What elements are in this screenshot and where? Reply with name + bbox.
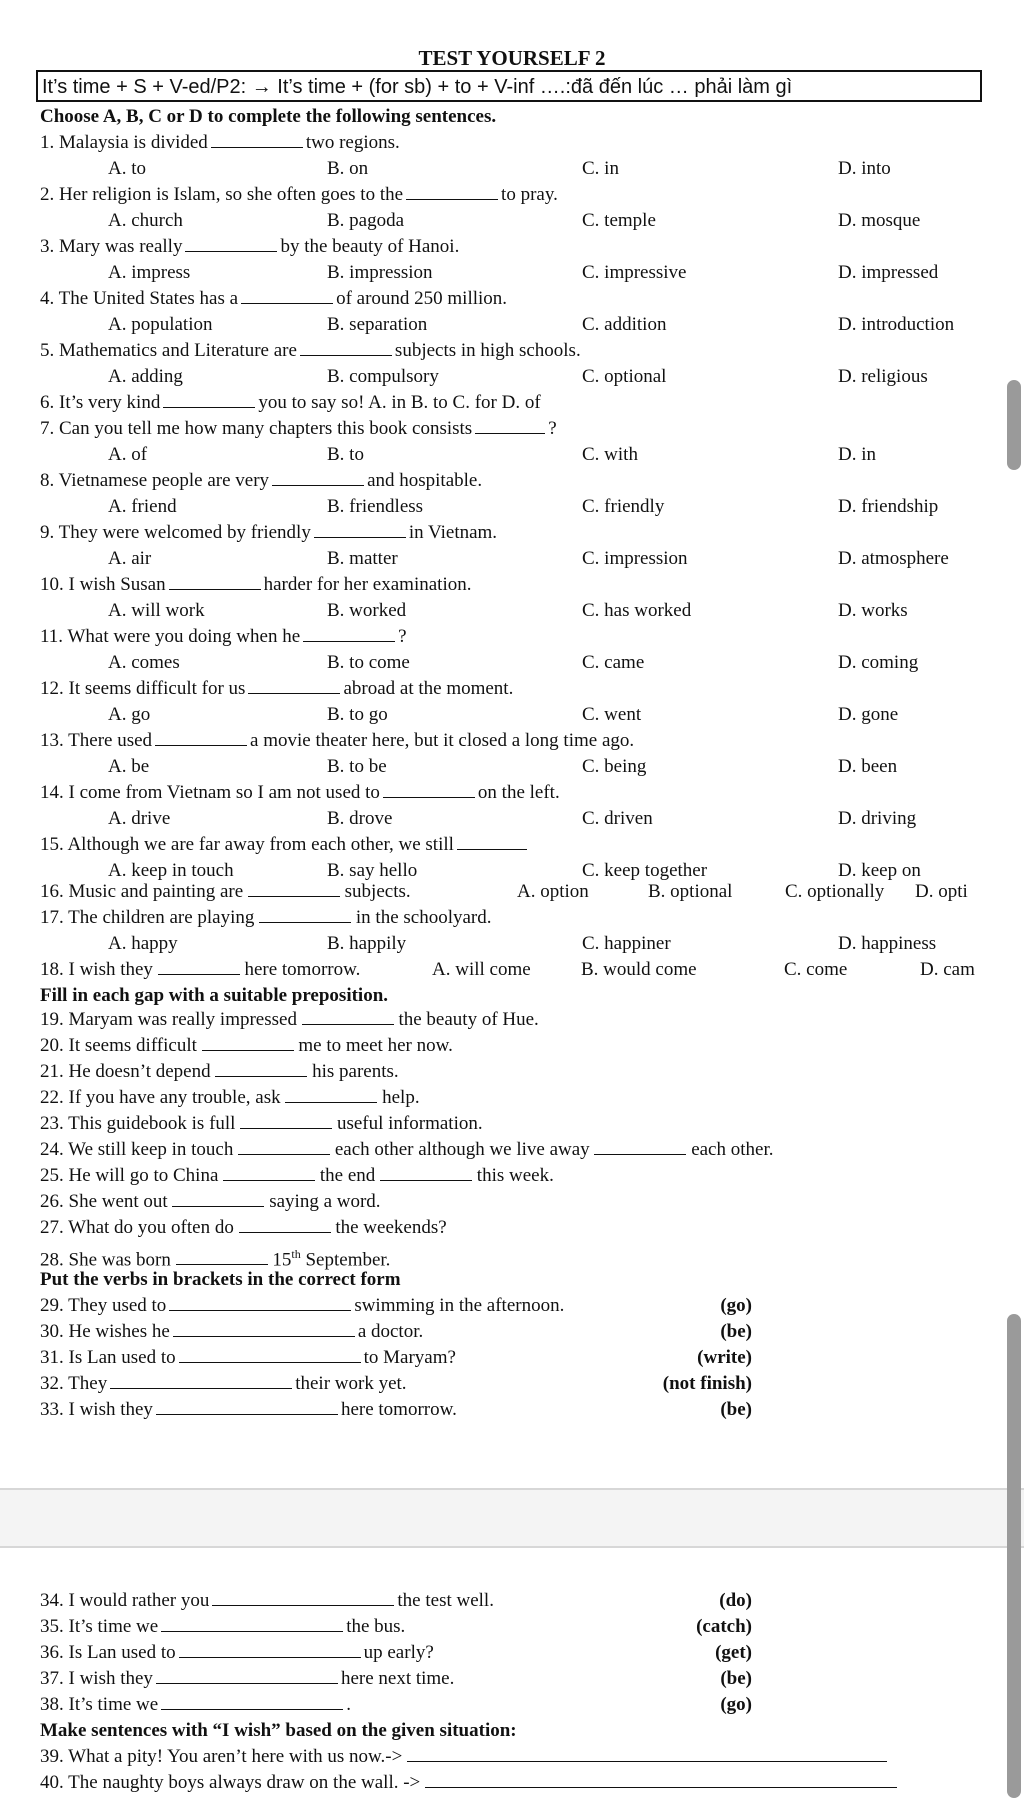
option-b[interactable]: B. friendless [327,496,424,517]
answer-blank[interactable] [259,908,351,923]
verb-hint: (get) [715,1642,752,1663]
question-38 [40,1694,351,1716]
question-text: 24. We still keep in touch [40,1139,234,1160]
option-a[interactable]: A. option [517,881,589,902]
verb-hint: (be) [720,1321,752,1342]
question-39 [40,1746,887,1768]
question-text-end: in the schoolyard. [355,907,492,928]
question-text: 1. Malaysia is divided [40,132,208,153]
answer-blank[interactable] [223,1166,315,1181]
question-text: 22. If you have any trouble, ask [40,1087,281,1108]
answer-line[interactable] [425,1773,897,1788]
question-text: 16. Music and painting are [40,881,244,902]
question-text: 15. Although we are far away from each other, we still [40,834,454,855]
question-3 [40,236,459,258]
answer-line[interactable] [407,1747,887,1762]
question-text: 13. There used [40,730,153,751]
question-text: 2. Her religion is Islam, so she often goes to the [40,184,404,205]
option-c[interactable]: C. being [582,756,647,777]
question-text-end: a doctor. [357,1321,424,1342]
answer-blank[interactable] [176,1250,268,1265]
option-d[interactable]: D. happiness [838,933,937,954]
option-a[interactable]: A. will come [432,959,531,980]
answer-blank[interactable] [185,237,277,252]
question-10 [40,574,471,596]
answer-blank[interactable] [212,1591,394,1606]
question-text: 12. It seems difficult for us [40,678,246,699]
answer-blank[interactable] [161,1617,343,1632]
answer-blank[interactable] [173,1322,355,1337]
section-instruction-verbs: Put the verbs in brackets in the correct form [40,1269,401,1290]
answer-blank[interactable] [248,679,340,694]
question-11 [40,626,407,648]
verb-hint: (write) [697,1347,752,1368]
option-b[interactable]: B. separation [327,314,428,335]
question-5 [40,340,581,362]
answer-blank[interactable] [215,1062,307,1077]
option-a[interactable]: A. happy [108,933,178,954]
question-23 [40,1113,483,1135]
verb-hint: (go) [720,1295,752,1316]
option-c[interactable]: C. temple [582,210,656,231]
option-d[interactable]: D. keep on [838,860,921,881]
question-text-end: a movie theater here, but it closed a long time ago. [250,730,635,751]
option-b[interactable]: B. impression [327,262,433,283]
answer-blank[interactable] [202,1036,294,1051]
verb-hint: (go) [720,1694,752,1715]
question-text: 37. I wish they [40,1668,153,1689]
option-d[interactable]: D. driving [838,808,917,829]
option-c[interactable]: C. came [582,652,645,673]
question-text-end: subjects. [344,881,411,902]
answer-blank[interactable] [241,289,333,304]
option-b[interactable]: B. matter [327,548,398,569]
scrollbar-thumb-lower[interactable] [1007,1314,1021,1798]
formula-box [36,70,982,102]
question-text: 29. They used to [40,1295,167,1316]
question-text-end: by the beauty of Hanoi. [280,236,460,257]
option-b[interactable]: B. to be [327,756,387,777]
option-a[interactable]: A. comes [108,652,180,673]
question-text: 4. The United States has a [40,288,239,309]
question-text-end: abroad at the moment. [343,678,514,699]
question-text: 11. What were you doing when he [40,626,301,647]
section-instruction-prepositions: Fill in each gap with a suitable preposition. [40,985,389,1006]
question-text-end: their work yet. [295,1373,407,1394]
question-14 [40,782,560,804]
page-divider-bottom [0,1546,1024,1548]
question-text-end: up early? [363,1642,434,1663]
formula-text: It’s time + S + V-ed/P2: → It’s time + (for sb) + to + V-inf ….:đã đến lúc … phải làm gì [42,76,793,98]
question-text-end: of around 250 million. [336,288,508,309]
option-b[interactable]: B. worked [327,600,407,621]
option-a[interactable]: A. drive [108,808,171,829]
question-text-end: here tomorrow. [340,1399,457,1420]
option-c[interactable]: C. driven [582,808,653,829]
question-text: 35. It’s time we [40,1616,159,1637]
question-29 [40,1295,564,1317]
answer-blank[interactable] [383,783,475,798]
question-text-end: this week. [476,1165,554,1186]
question-text: 33. I wish they [40,1399,153,1420]
question-text: 32. They [40,1373,108,1394]
verb-hint: (do) [719,1590,752,1611]
option-b[interactable]: B. drove [327,808,393,829]
question-30 [40,1321,423,1343]
question-text: 5. Mathematics and Literature are [40,340,297,361]
verb-hint: (be) [720,1668,752,1689]
question-text: 40. The naughty boys always draw on the wall. -> [40,1772,421,1793]
answer-blank[interactable] [179,1643,361,1658]
option-b[interactable]: B. optional [648,881,733,902]
section-instruction-wish: Make sentences with “I wish” based on the given situation: [40,1720,517,1741]
question-text-end: the beauty of Hue. [398,1009,539,1030]
option-d[interactable]: D. atmosphere [838,548,949,569]
option-c[interactable]: C. in [582,158,619,179]
question-text-end: here next time. [340,1668,455,1689]
option-c[interactable]: C. impression [582,548,688,569]
question-text-end: swimming in the afternoon. [354,1295,565,1316]
question-32 [40,1373,407,1395]
option-d[interactable]: D. friendship [838,496,939,517]
question-text: 23. This guidebook is full [40,1113,236,1134]
answer-blank-2[interactable] [380,1166,472,1181]
option-a[interactable]: A. will work [108,600,205,621]
question-text-end: in Vietnam. [408,522,498,543]
answer-blank[interactable] [155,731,247,746]
option-b[interactable]: B. on [327,158,369,179]
question-text: 20. It seems difficult [40,1035,197,1056]
page-gap [0,1490,1024,1548]
question-text-end: the weekends? [335,1217,447,1238]
answer-blank[interactable] [169,1296,351,1311]
option-c[interactable]: C. optional [582,366,667,387]
option-a[interactable]: A. to [108,158,146,179]
answer-blank[interactable] [272,471,364,486]
option-d[interactable]: D. introduction [838,314,955,335]
answer-blank[interactable] [314,523,406,538]
option-c[interactable]: C. went [582,704,642,725]
question-text-mid: the end [319,1165,376,1186]
question-37 [40,1668,454,1690]
question-21 [40,1061,399,1083]
question-text-end: help. [382,1087,420,1108]
worksheet-title: TEST YOURSELF 2 [418,46,606,70]
question-17 [40,907,492,929]
question-text-end: two regions. [305,132,400,153]
question-4 [40,288,507,310]
question-text: 18. I wish they [40,959,153,980]
question-text: 10. I wish Susan [40,574,166,595]
option-c[interactable]: C. happiner [582,933,671,954]
option-c[interactable]: C. has worked [582,600,692,621]
question-1 [40,132,400,154]
answer-blank[interactable] [161,1695,343,1710]
question-text: 21. He doesn’t depend [40,1061,211,1082]
question-15 [40,834,530,856]
option-b[interactable]: B. happily [327,933,407,954]
option-d[interactable]: D. been [838,756,898,777]
option-d[interactable]: D. works [838,600,908,621]
question-text: 34. I would rather you [40,1590,210,1611]
option-a[interactable]: A. church [108,210,183,231]
question-text: 6. It’s very kind [40,392,161,413]
option-b[interactable]: B. to [327,444,364,465]
question-text: 27. What do you often do [40,1217,234,1238]
question-text-end: subjects in high schools. [394,340,581,361]
question-13 [40,730,634,752]
question-text: 9. They were welcomed by friendly [40,522,311,543]
option-c[interactable]: C. impressive [582,262,687,283]
question-text-end: here tomorrow. [244,959,361,980]
option-d[interactable]: D. mosque [838,210,921,231]
answer-blank[interactable] [163,393,255,408]
question-text-end: . [346,1694,351,1715]
question-25 [40,1165,554,1187]
answer-blank[interactable] [303,627,395,642]
option-d[interactable]: D. impressed [838,262,939,283]
option-c[interactable]: C. keep together [582,860,708,881]
answer-blank[interactable] [240,1114,332,1129]
answer-blank[interactable] [285,1088,377,1103]
option-d[interactable]: D. into [838,158,891,179]
question-8 [40,470,482,492]
question-12 [40,678,513,700]
option-b[interactable]: B. say hello [327,860,418,881]
option-d[interactable]: D. opti [915,881,968,902]
question-text-end: me to meet her now. [298,1035,453,1056]
option-b[interactable]: B. to come [327,652,410,673]
option-c[interactable]: C. with [582,444,638,465]
question-text-mid: each other although we live away [334,1139,590,1160]
answer-blank[interactable] [475,419,545,434]
answer-blank[interactable] [156,1400,338,1415]
section-instruction-mc: Choose A, B, C or D to complete the following sentences. [40,106,497,127]
date-suffix: th [291,1247,301,1261]
question-text: 3. Mary was really [40,236,183,257]
option-a[interactable]: A. go [108,704,151,725]
answer-blank[interactable] [457,835,527,850]
option-a[interactable]: A. air [108,548,152,569]
question-text: 26. She went out [40,1191,168,1212]
option-d[interactable]: D. coming [838,652,919,673]
answer-blank-2[interactable] [594,1140,686,1155]
answer-blank[interactable] [406,185,498,200]
question-22 [40,1087,420,1109]
option-c[interactable]: C. optionally [785,881,885,902]
question-31 [40,1347,456,1369]
question-6 [40,392,541,414]
answer-blank[interactable] [158,960,240,975]
verb-hint: (be) [720,1399,752,1420]
question-text-end: ? [548,418,557,439]
question-text: 30. He wishes he [40,1321,170,1342]
option-a[interactable]: A. friend [108,496,177,517]
question-34 [40,1590,494,1612]
question-19 [40,1009,539,1031]
question-18 [40,959,360,981]
question-24 [40,1139,773,1161]
question-33 [40,1399,457,1421]
option-d[interactable]: D. religious [838,366,928,387]
option-c[interactable]: C. friendly [582,496,665,517]
verb-hint: (catch) [696,1616,752,1637]
option-c[interactable]: C. come [784,959,848,980]
option-a[interactable]: A. impress [108,262,191,283]
option-a[interactable]: A. keep in touch [108,860,234,881]
question-text-end: useful information. [336,1113,483,1134]
answer-blank[interactable] [110,1374,292,1389]
question-text-end: on the left. [477,782,560,803]
question-35 [40,1616,405,1638]
answer-blank[interactable] [169,575,261,590]
question-9 [40,522,497,544]
question-text-end: harder for her examination. [263,574,472,595]
answer-blank[interactable] [238,1140,330,1155]
answer-blank[interactable] [172,1192,264,1207]
question-text-end: each other. [691,1139,774,1160]
question-28 [40,1243,390,1271]
answer-blank[interactable] [211,133,303,148]
option-b[interactable]: B. pagoda [327,210,405,231]
question-16 [40,881,411,903]
answer-blank[interactable] [156,1669,338,1684]
question-text-end: September. [305,1249,391,1271]
option-d[interactable]: D. in [838,444,876,465]
question-text: 25. He will go to China [40,1165,219,1186]
scrollbar-thumb[interactable] [1007,380,1021,470]
question-text-end: saying a word. [269,1191,381,1212]
answer-blank[interactable] [179,1348,361,1363]
answer-blank[interactable] [239,1218,331,1233]
question-text-end: to Maryam? [363,1347,456,1368]
question-text: 31. Is Lan used to [40,1347,176,1368]
question-text-end: his parents. [312,1061,399,1082]
option-d[interactable]: D. cam [920,959,975,980]
question-text: 36. Is Lan used to [40,1642,176,1663]
question-text: 17. The children are playing [40,907,255,928]
option-b[interactable]: B. to go [327,704,388,725]
answer-blank[interactable] [248,882,340,897]
option-a[interactable]: A. adding [108,366,183,387]
question-text: 28. She was born [40,1249,171,1271]
question-text: 8. Vietnamese people are very [40,470,270,491]
answer-blank[interactable] [302,1010,394,1025]
question-40 [40,1772,897,1794]
option-c[interactable]: C. addition [582,314,667,335]
question-text-end: to pray. [501,184,558,205]
question-text-end: the test well. [397,1590,494,1611]
question-20 [40,1035,453,1057]
date-number: 15 [272,1249,292,1271]
question-text-end: ? [398,626,407,647]
option-a[interactable]: A. of [108,444,148,465]
question-text: 7. Can you tell me how many chapters this book consists [40,418,473,439]
option-a[interactable]: A. be [108,756,150,777]
option-b[interactable]: B. would come [581,959,697,980]
question-2 [40,184,558,206]
question-27 [40,1217,447,1239]
question-text: 38. It’s time we [40,1694,159,1715]
question-36 [40,1642,434,1664]
option-b[interactable]: B. compulsory [327,366,439,387]
question-text: 39. What a pity! You aren’t here with us now.-> [40,1746,403,1767]
question-7 [40,418,557,440]
question-text-end: and hospitable. [367,470,483,491]
question-text: 14. I come from Vietnam so I am not used to [40,782,380,803]
question-text-end: you to say so! A. in B. to C. for D. of [258,392,541,413]
option-a[interactable]: A. population [108,314,213,335]
answer-blank[interactable] [300,341,392,356]
verb-hint: (not finish) [662,1373,752,1394]
question-text: 19. Maryam was really impressed [40,1009,297,1030]
question-26 [40,1191,381,1213]
option-d[interactable]: D. gone [838,704,899,725]
question-text-end: the bus. [346,1616,406,1637]
